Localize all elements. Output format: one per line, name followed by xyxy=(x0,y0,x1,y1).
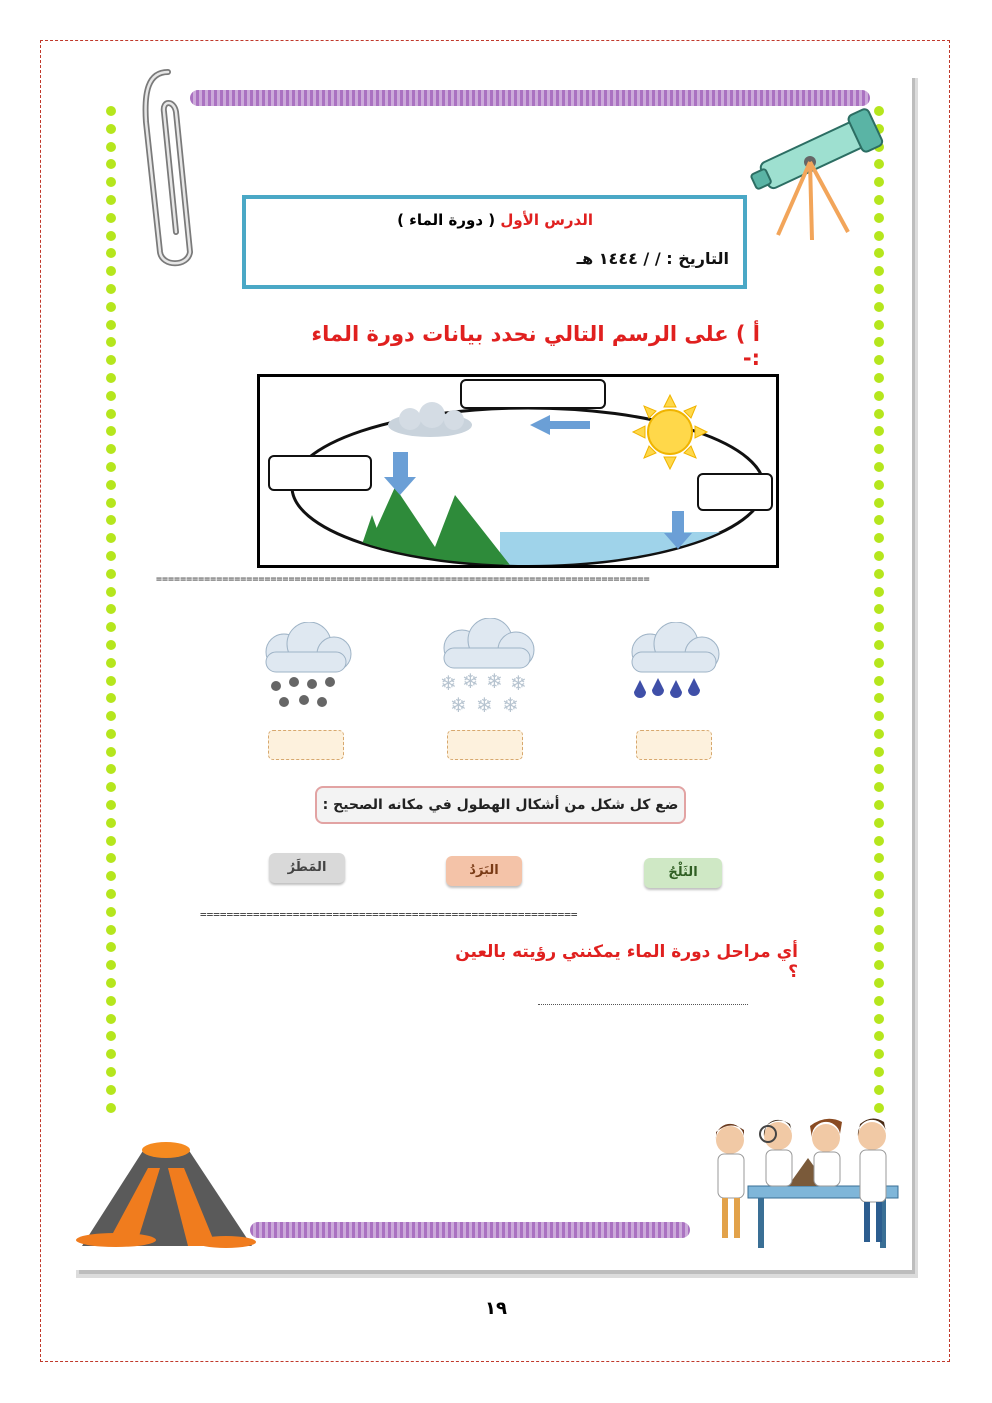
separator-line: ================================================================================== xyxy=(156,574,650,585)
border-dot xyxy=(106,444,116,454)
lesson-topic: ( دورة الماء ) xyxy=(397,211,496,229)
svg-text:❄: ❄ xyxy=(510,671,527,695)
lesson-header-box xyxy=(242,195,747,289)
border-dot xyxy=(874,622,884,632)
border-dot xyxy=(106,213,116,223)
date-line: التاريخ : / / ١٤٤٤ هـ xyxy=(576,249,729,268)
border-dot xyxy=(106,942,116,952)
lesson-title xyxy=(397,211,593,229)
border-dot xyxy=(874,853,884,863)
border-dot xyxy=(874,409,884,419)
border-dot xyxy=(874,729,884,739)
svg-text:❄: ❄ xyxy=(462,669,479,693)
border-dot xyxy=(106,409,116,419)
border-dot xyxy=(106,836,116,846)
border-dot xyxy=(106,124,116,134)
answer-slot-rain[interactable] xyxy=(636,730,712,760)
water-body xyxy=(500,532,776,565)
border-dot xyxy=(106,640,116,650)
border-dot xyxy=(874,355,884,365)
border-dot xyxy=(874,284,884,294)
border-dot xyxy=(874,391,884,401)
border-dot xyxy=(874,604,884,614)
border-dot xyxy=(106,355,116,365)
border-dot xyxy=(106,231,116,241)
left-dot-border xyxy=(106,106,118,1120)
border-dot xyxy=(106,604,116,614)
border-dot xyxy=(874,711,884,721)
answer-slot-snow[interactable] xyxy=(447,730,523,760)
border-dot xyxy=(874,978,884,988)
border-dot xyxy=(874,747,884,757)
border-dot xyxy=(106,533,116,543)
border-dot xyxy=(106,480,116,490)
border-dot xyxy=(106,1067,116,1077)
border-dot xyxy=(874,515,884,525)
border-dot xyxy=(874,320,884,330)
border-dot xyxy=(874,889,884,899)
sun-icon xyxy=(633,395,707,469)
border-dot xyxy=(106,569,116,579)
border-dot xyxy=(106,426,116,436)
border-dot xyxy=(874,480,884,490)
border-dot xyxy=(106,658,116,668)
precipitation-instruction: ضع كل شكل من أشكال الهطول في مكانه الصحيح : xyxy=(315,786,686,824)
cloud-icon xyxy=(388,402,472,437)
border-dot xyxy=(106,1085,116,1095)
border-dot xyxy=(874,925,884,935)
border-dot xyxy=(874,818,884,828)
border-dot xyxy=(874,800,884,810)
volcano-icon xyxy=(76,1128,256,1250)
border-dot xyxy=(106,818,116,828)
border-dot xyxy=(874,942,884,952)
border-dot xyxy=(106,676,116,686)
svg-text:❄: ❄ xyxy=(450,693,467,717)
border-dot xyxy=(874,266,884,276)
border-dot xyxy=(106,159,116,169)
section-a-title: أ ) على الرسم التالي نحدد بيانات دورة الماء :- xyxy=(311,322,760,370)
border-dot xyxy=(874,533,884,543)
border-dot xyxy=(874,587,884,597)
label-box-precipitation[interactable] xyxy=(268,455,372,491)
border-dot xyxy=(874,498,884,508)
separator-line-2: ========================================================= xyxy=(200,908,578,921)
border-dot xyxy=(874,836,884,846)
border-dot xyxy=(106,587,116,597)
border-dot xyxy=(106,1103,116,1113)
border-dot xyxy=(106,853,116,863)
question-visible-stage: أي مراحل دورة الماء يمكنني رؤيته بالعين ؟ xyxy=(455,942,798,982)
right-dot-border xyxy=(874,106,886,1120)
border-dot xyxy=(874,302,884,312)
border-dot xyxy=(874,1067,884,1077)
border-dot xyxy=(106,693,116,703)
border-dot xyxy=(106,960,116,970)
border-dot xyxy=(874,658,884,668)
svg-text:❄: ❄ xyxy=(476,693,493,717)
border-dot xyxy=(874,693,884,703)
bottom-purple-stroke xyxy=(250,1222,690,1238)
border-dot xyxy=(874,337,884,347)
border-dot xyxy=(106,498,116,508)
border-dot xyxy=(106,871,116,881)
border-dot xyxy=(106,1049,116,1059)
border-dot xyxy=(874,871,884,881)
label-box-evaporation[interactable] xyxy=(697,473,773,511)
svg-text:❄: ❄ xyxy=(486,669,503,693)
border-dot xyxy=(874,1031,884,1041)
border-dot xyxy=(106,248,116,258)
border-dot xyxy=(106,907,116,917)
border-dot xyxy=(106,462,116,472)
border-dot xyxy=(106,729,116,739)
border-dot xyxy=(874,426,884,436)
chip-snow[interactable]: الثَلْجُ xyxy=(644,858,722,888)
border-dot xyxy=(106,320,116,330)
border-dot xyxy=(106,106,116,116)
rain-icon xyxy=(620,622,726,718)
border-dot xyxy=(874,764,884,774)
border-dot xyxy=(106,373,116,383)
chip-rain[interactable]: المَطَرُ xyxy=(269,853,345,883)
border-dot xyxy=(106,266,116,276)
page-number: ١٩ xyxy=(485,1298,507,1319)
border-dot xyxy=(106,889,116,899)
border-dot xyxy=(106,764,116,774)
border-dot xyxy=(106,1014,116,1024)
border-dot xyxy=(106,142,116,152)
answer-line[interactable] xyxy=(538,1000,748,1005)
border-dot xyxy=(106,782,116,792)
border-dot xyxy=(874,996,884,1006)
answer-slot-hail[interactable] xyxy=(268,730,344,760)
border-dot xyxy=(874,782,884,792)
label-box-condensation[interactable] xyxy=(460,379,606,409)
svg-text:❄: ❄ xyxy=(440,671,457,695)
border-dot xyxy=(874,1049,884,1059)
svg-text:❄: ❄ xyxy=(502,693,519,717)
border-dot xyxy=(106,925,116,935)
border-dot xyxy=(106,302,116,312)
paperclip-icon xyxy=(138,62,216,272)
kids-science-illustration xyxy=(708,1118,904,1252)
border-dot xyxy=(874,676,884,686)
border-dot xyxy=(106,978,116,988)
border-dot xyxy=(106,337,116,347)
telescope-icon xyxy=(740,100,890,250)
hail-icon xyxy=(254,622,358,716)
snow-icon xyxy=(432,618,542,720)
border-dot xyxy=(874,907,884,917)
border-dot xyxy=(106,622,116,632)
border-dot xyxy=(874,1103,884,1113)
chip-hail[interactable]: البَرَدُ xyxy=(446,856,522,886)
border-dot xyxy=(874,640,884,650)
border-dot xyxy=(874,444,884,454)
border-dot xyxy=(874,462,884,472)
border-dot xyxy=(874,373,884,383)
border-dot xyxy=(106,747,116,757)
border-dot xyxy=(874,1014,884,1024)
border-dot xyxy=(106,391,116,401)
border-dot xyxy=(106,515,116,525)
border-dot xyxy=(874,960,884,970)
water-cycle-diagram xyxy=(257,374,779,568)
border-dot xyxy=(106,177,116,187)
border-dot xyxy=(106,284,116,294)
border-dot xyxy=(874,1085,884,1095)
border-dot xyxy=(106,1031,116,1041)
border-dot xyxy=(106,996,116,1006)
border-dot xyxy=(106,800,116,810)
border-dot xyxy=(106,711,116,721)
border-dot xyxy=(106,195,116,205)
border-dot xyxy=(874,551,884,561)
border-dot xyxy=(106,551,116,561)
lesson-label: الدرس الأول xyxy=(500,211,593,229)
border-dot xyxy=(874,569,884,579)
